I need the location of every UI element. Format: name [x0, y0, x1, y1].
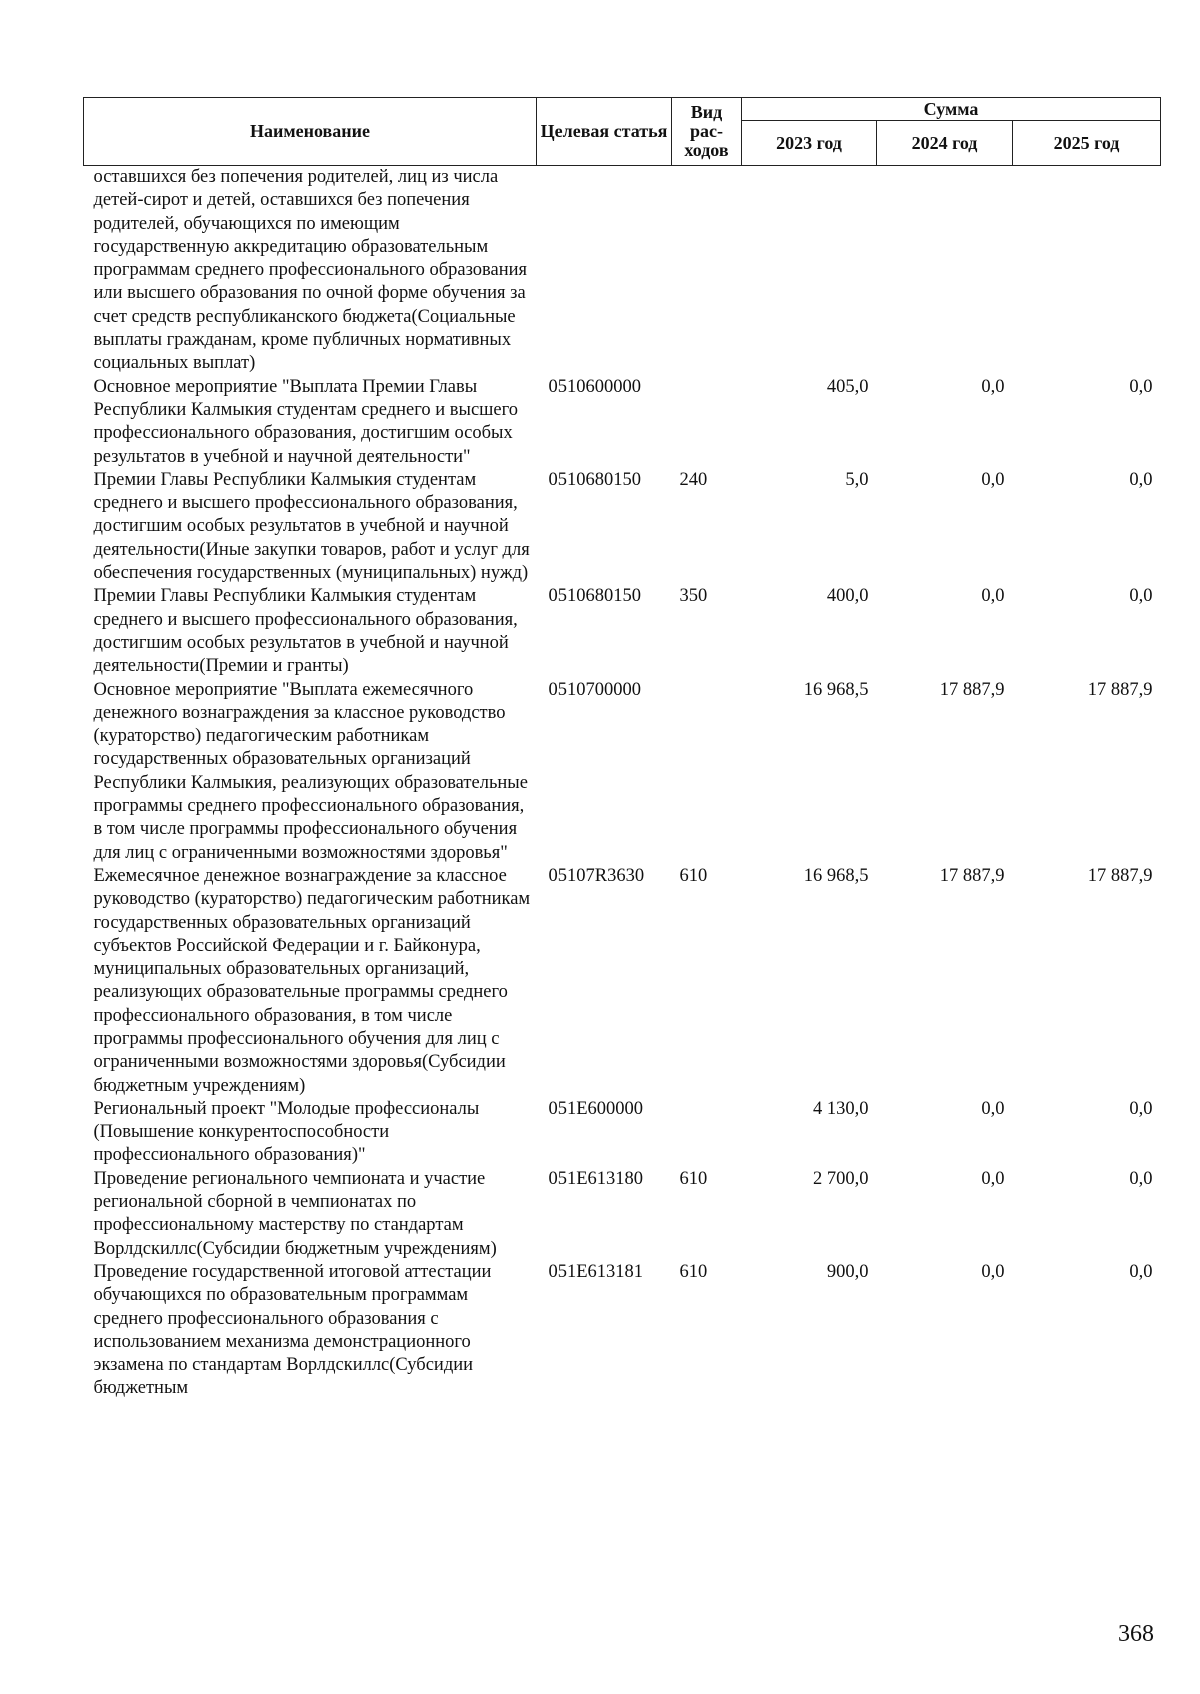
row-sum-2023: 5,0	[845, 469, 869, 490]
table-row	[84, 469, 1161, 585]
table-body	[84, 166, 1161, 1401]
row-sum-2025: 17 887,9	[1087, 679, 1153, 700]
row-sum-2023	[742, 166, 877, 376]
row-sum-2025: 0,0	[1129, 586, 1153, 607]
row-target: 051E613180	[548, 1168, 644, 1189]
row-sum-2024	[877, 166, 1013, 376]
row-sum-2024: 0,0	[981, 376, 1005, 397]
row-sum-2023: 2 700,0	[813, 1168, 869, 1189]
budget-table-page	[83, 97, 1160, 1401]
page-number: 368	[1118, 1621, 1154, 1647]
table-row	[84, 1168, 1161, 1261]
table-row	[84, 679, 1161, 865]
row-target: 0510700000	[548, 679, 641, 700]
row-sum-2025: 0,0	[1129, 376, 1153, 397]
row-sum-2023: 16 968,5	[803, 865, 869, 886]
row-kind	[672, 1098, 742, 1168]
row-kind	[672, 376, 742, 469]
row-target	[537, 166, 672, 376]
table-row	[84, 1098, 1161, 1168]
header-year-2025: 2025 год	[1013, 121, 1161, 166]
row-name: Проведение государственной итоговой аттестации обучающихся по образовательным программам среднего профессионального образования с использованием механизма демонстрационного экзамена по стандартам Ворлдскиллс(Субсидии бюджетным	[93, 1261, 492, 1399]
table-header	[84, 98, 1161, 166]
row-target: 0510680150	[548, 586, 641, 607]
row-target: 05107R3630	[548, 865, 645, 886]
header-name: Наименование	[84, 98, 537, 166]
row-kind	[672, 679, 742, 865]
row-sum-2025	[1013, 166, 1161, 376]
row-sum-2024: 0,0	[981, 1168, 1005, 1189]
header-year-2023: 2023 год	[742, 121, 877, 166]
row-sum-2023: 900,0	[826, 1261, 869, 1282]
row-target: 051E613181	[548, 1261, 644, 1282]
row-sum-2024: 17 887,9	[939, 865, 1005, 886]
row-sum-2025: 0,0	[1129, 469, 1153, 490]
row-kind: 350	[679, 586, 708, 607]
row-target: 051E600000	[548, 1098, 644, 1119]
header-target: Целевая статья	[537, 98, 672, 166]
row-name: оставшихся без попечения родителей, лиц из числа детей-сирот и детей, оставшихся без попечения родителей, обучающихся по имеющим государственную аккредитацию образовательным программам среднего профессионального образования или высшего образования по очной форме обучения за счет средств республиканского бюджета(Социальные выплаты гражданам, кроме публичных нормативных социальных выплат)	[93, 167, 528, 374]
row-name: Проведение регионального чемпионата и участие региональной сборной в чемпионатах по профессиональному мастерству по стандартам Ворлдскиллс(Субсидии бюджетным учреждениям)	[93, 1168, 497, 1259]
row-sum-2023: 16 968,5	[803, 679, 869, 700]
row-kind: 240	[679, 469, 708, 490]
row-sum-2023: 4 130,0	[813, 1098, 869, 1119]
row-target: 0510600000	[548, 376, 641, 397]
row-sum-2024: 0,0	[981, 469, 1005, 490]
row-sum-2025: 0,0	[1129, 1098, 1153, 1119]
row-name: Основное мероприятие "Выплата ежемесячного денежного вознаграждения за классное руководство (кураторство) педагогическим работникам государственных образовательных организаций Республики Калмыкия, реализующих образовательные программы среднего профессионального образования, в том числе программы профессионального обучения для лиц с ограниченными возможностями здоровья"	[93, 679, 528, 863]
row-sum-2024: 0,0	[981, 1261, 1005, 1282]
table-row	[84, 166, 1161, 376]
row-sum-2023: 405,0	[826, 376, 869, 397]
row-name: Премии Главы Республики Калмыкия студентам среднего и высшего профессионального образования, достигшим особых результатов в учебной и научной деятельности(Премии и гранты)	[93, 586, 518, 677]
row-sum-2023: 400,0	[826, 586, 869, 607]
row-name: Премии Главы Республики Калмыкия студентам среднего и высшего профессионального образования, достигшим особых результатов в учебной и научной деятельности(Иные закупки товаров, работ и услуг для обеспечения государственных (муниципальных) нужд)	[93, 469, 530, 584]
header-sum: Сумма	[742, 98, 1161, 121]
header-kind: Вид рас-ходов	[672, 98, 742, 166]
row-sum-2024: 0,0	[981, 1098, 1005, 1119]
header-year-2024: 2024 год	[877, 121, 1013, 166]
row-sum-2025: 0,0	[1129, 1168, 1153, 1189]
row-sum-2024: 0,0	[981, 586, 1005, 607]
row-target: 0510680150	[548, 469, 641, 490]
row-sum-2025: 0,0	[1129, 1261, 1153, 1282]
budget-table	[83, 97, 1161, 1401]
table-row	[84, 1261, 1161, 1401]
row-name: Региональный проект "Молодые профессионалы (Повышение конкурентоспособности профессионального образования)"	[93, 1098, 480, 1166]
row-kind: 610	[679, 1168, 708, 1189]
row-sum-2024: 17 887,9	[939, 679, 1005, 700]
table-row	[84, 376, 1161, 469]
row-kind: 610	[679, 1261, 708, 1282]
row-sum-2025: 17 887,9	[1087, 865, 1153, 886]
table-row	[84, 585, 1161, 678]
row-kind	[672, 166, 742, 376]
row-kind: 610	[679, 865, 708, 886]
table-row	[84, 865, 1161, 1098]
row-name: Ежемесячное денежное вознаграждение за классное руководство (кураторство) педагогическим работникам государственных образовательных организаций субъектов Российской Федерации и г. Байконура, муниципальных образовательных организаций, реализующих образовательные программы среднего профессионального образования, в том числе программы профессионального обучения для лиц с ограниченными возможностями здоровья(Субсидии бюджетным учреждениям)	[93, 865, 531, 1096]
row-name: Основное мероприятие "Выплата Премии Главы Республики Калмыкия студентам среднего и высшего профессионального образования, достигшим особых результатов в учебной и научной деятельности"	[93, 376, 518, 467]
